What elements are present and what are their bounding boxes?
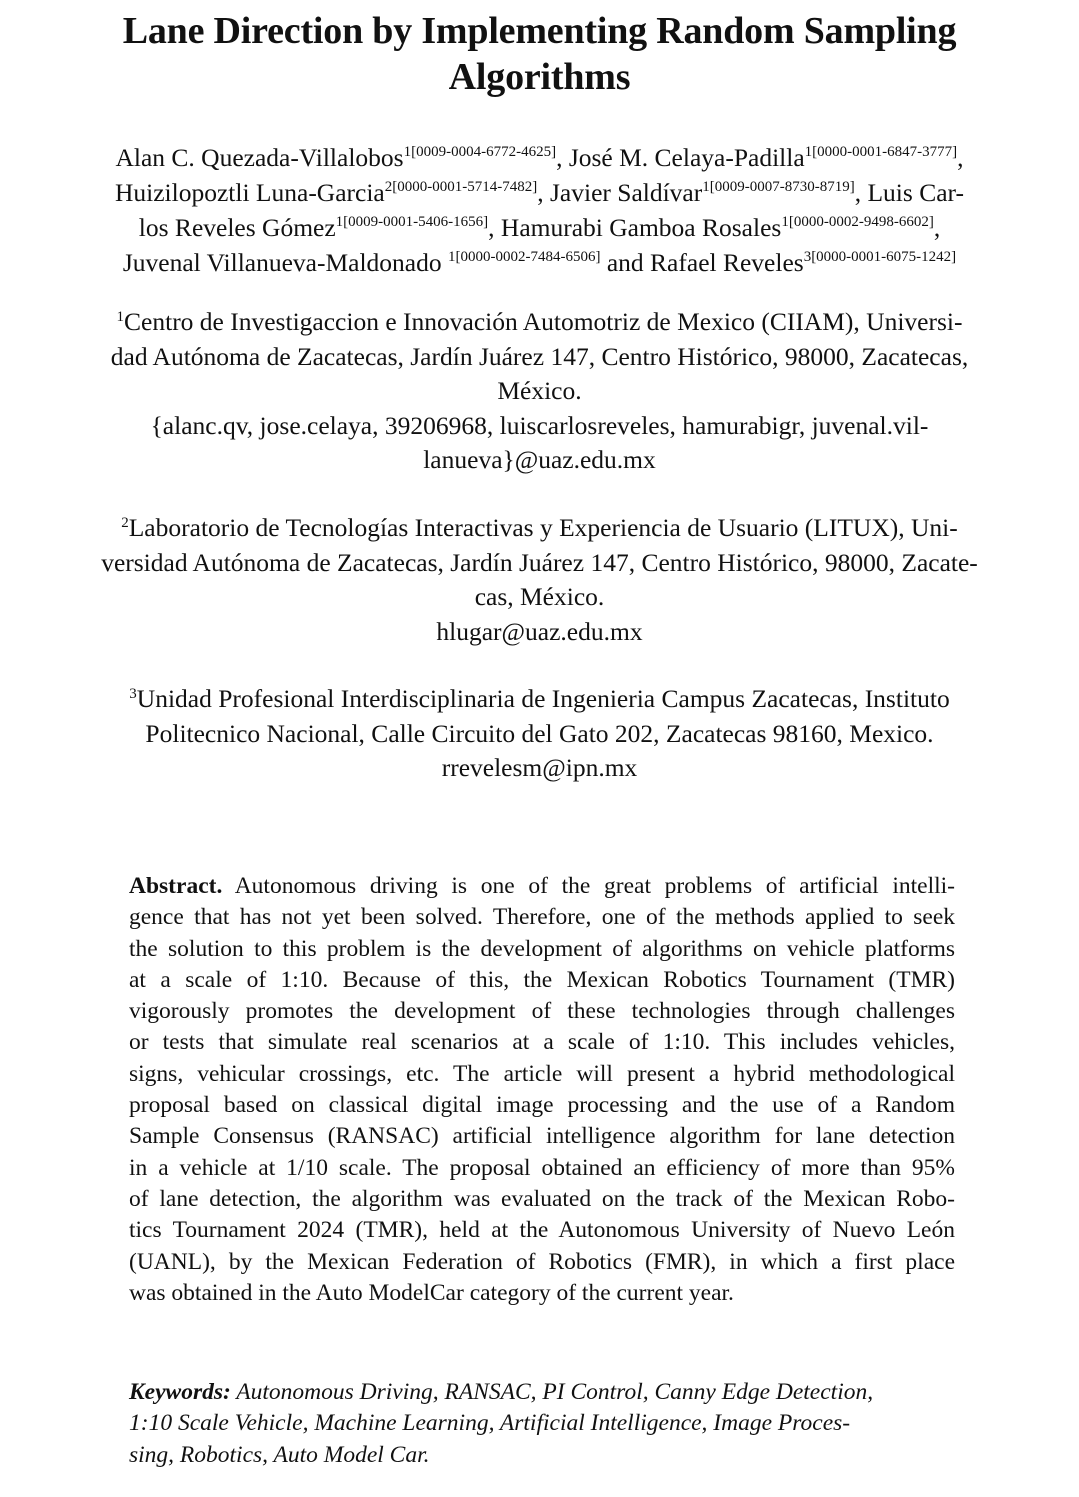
author-orcid: 3[0000-0001-6075-1242] [803,249,957,265]
affiliation-number: 2 [121,515,129,531]
affiliation-line [0,682,1079,717]
author-orcid: 1[0000-0002-9498-6602] [781,214,934,230]
affiliation-text: Unidad Profesional Interdisciplinaria de Ingenieria Campus Zacatecas, Instituto [136,684,950,713]
affiliation-text: Laboratorio de Tecnologías Interactivas y Experiencia de Usuario (LITUX), Uni- [128,513,958,542]
keywords [129,1377,955,1471]
separator: , [933,213,941,242]
keywords-line: sing, Robotics, Auto Model Car. [129,1441,430,1468]
affiliation-line: dad Autónoma de Zacatecas, Jardín Juárez 147, Centro Histórico, 98000, Zacatecas, [110,341,969,371]
affiliation-1 [0,305,1079,478]
affiliation-email: {alanc.qv, jose.celaya, 39206968, luiscarlosreveles, hamurabigr, juvenal.vil- [150,410,929,440]
affiliation-text: Centro de Investigaccion e Innovación Automotriz de Mexico (CIIAM), Universi- [124,307,963,336]
affiliation-number: 1 [116,309,125,325]
abstract-line: tics Tournament 2024 (TMR), held at the Autonomous University of Nuevo León [129,1217,955,1244]
abstract-label: Abstract. [129,873,223,899]
abstract [129,871,955,1309]
affiliation-line: versidad Autónoma de Zacatecas, Jardín Juárez 147, Centro Histórico, 98000, Zacate- [101,547,978,577]
abstract-line: of lane detection, the algorithm was evaluated on the track of the Mexican Robo- [129,1185,955,1212]
affiliation-email: hlugar@uaz.edu.mx [436,616,643,646]
title-line: Lane Direction by Implementing Random Sampling [122,10,957,52]
affiliation-line [0,305,1079,340]
author-line [0,140,1079,175]
affiliation-line: Politecnico Nacional, Calle Circuito del Gato 202, Zacatecas 98160, Mexico. [145,718,934,748]
author-line [0,175,1079,210]
author-name: Alan C. Quezada-Villalobos [115,143,404,172]
abstract-line: at a scale of 1:10. Because of this, the Mexican Robotics Tournament (TMR) [129,966,955,993]
abstract-line: the solution to this problem is the development of algorithms on vehicle platforms [129,935,955,962]
affiliation-number: 3 [129,686,137,702]
keywords-label: Keywords: [129,1379,231,1405]
abstract-line: vigorously promotes the development of these technologies through challenges [129,998,955,1025]
affiliation-email: lanueva}@uaz.edu.mx [423,445,656,474]
abstract-line: or tests that simulate real scenarios at a scale of 1:10. This includes vehicles, [129,1029,955,1056]
abstract-line [129,871,955,902]
author-name: and Rafael Reveles [600,248,804,277]
author-name: , Luis Car- [854,178,964,207]
separator: , [957,143,964,172]
affiliation-2 [0,511,1079,649]
author-name: , Hamurabi Gamboa Rosales [488,213,782,242]
author-name: Juvenal Villanueva-Maldonado [122,248,448,277]
keywords-line [129,1377,955,1408]
abstract-line: proposal based on classical digital image processing and the use of a Random [129,1092,955,1119]
abstract-text: Autonomous driving is one of the great problems of artificial intelli- [222,873,955,899]
keywords-line: 1:10 Scale Vehicle, Machine Learning, Artificial Intelligence, Image Proces- [129,1410,851,1437]
abstract-line: in a vehicle at 1/10 scale. The proposal obtained an efficiency of more than 95% [129,1154,955,1181]
affiliation-line: cas, México. [474,582,605,611]
author-name: , Javier Saldívar [537,178,703,207]
abstract-line: gence that has not yet been solved. Therefore, one of the methods applied to seek [129,904,955,931]
author-orcid: 2[0000-0001-5714-7482] [384,179,538,195]
abstract-line: was obtained in the Auto ModelCar category of the current year. [129,1279,734,1306]
affiliation-line: México. [497,376,582,405]
abstract-line: (UANL), by the Mexican Federation of Robotics (FMR), in which a first place [129,1248,955,1275]
author-name: Huizilopoztli Luna-Garcia [114,178,385,207]
paper-title [0,8,1079,100]
author-name: , José M. Celaya-Padilla [556,143,805,172]
author-orcid: 1[0000-0001-6847-3777] [804,144,958,160]
abstract-line: Sample Consensus (RANSAC) artificial intelligence algorithm for lane detection [129,1123,955,1150]
abstract-line: signs, vehicular crossings, etc. The article will present a hybrid methodological [129,1060,955,1087]
affiliation-email: rrevelesm@ipn.mx [441,753,638,782]
title-line: Algorithms [448,56,631,98]
author-line [0,245,1079,280]
author-list [0,140,1079,280]
author-orcid: 1[0009-0004-6772-4625] [403,144,557,160]
author-name: los Reveles Gómez [138,213,336,242]
author-line [0,210,1079,245]
author-orcid: 1[0009-0001-5406-1656] [335,214,489,230]
author-orcid: 1[0000-0002-7484-6506] [448,249,601,265]
author-orcid: 1[0009-0007-8730-8719] [702,179,855,195]
affiliation-line [0,511,1079,546]
affiliation-3 [0,682,1079,786]
keywords-text: Autonomous Driving, RANSAC, PI Control, Canny Edge Detection, [230,1379,874,1405]
